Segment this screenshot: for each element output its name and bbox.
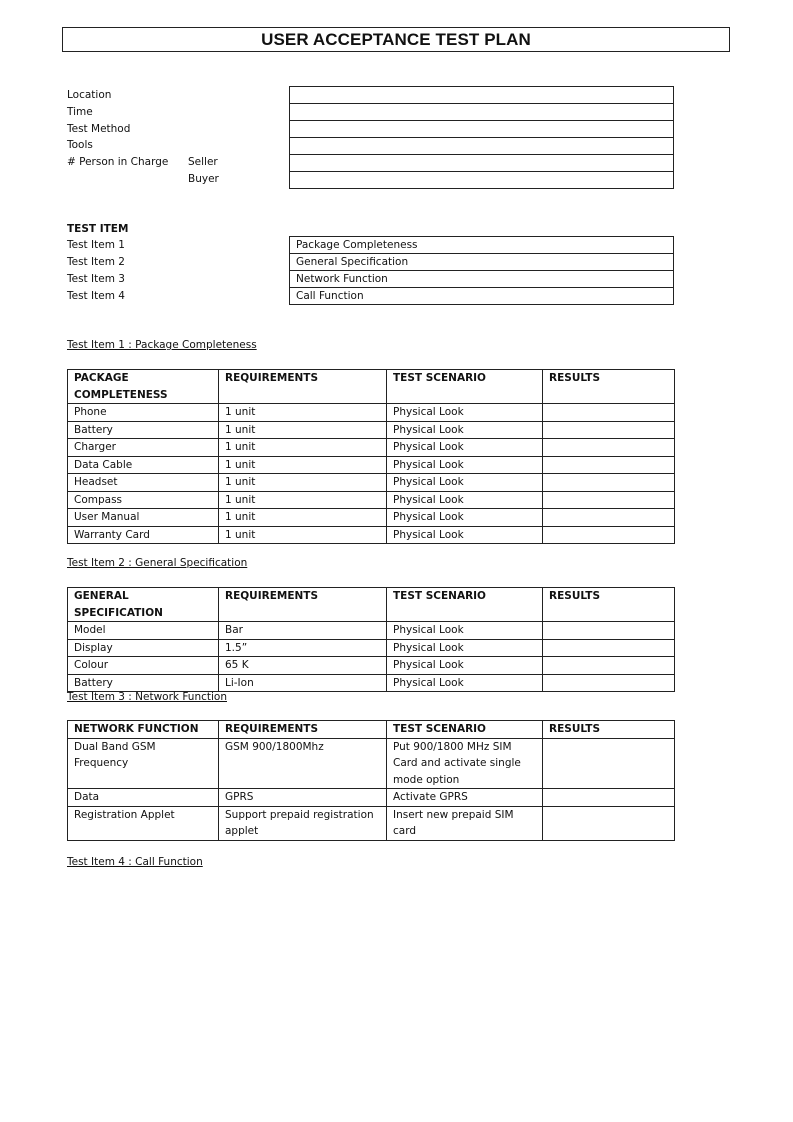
table-row: [68, 622, 675, 640]
buyer-field[interactable]: [289, 172, 674, 189]
column-header: REQUIREMENTS: [219, 721, 387, 739]
column-header: PACKAGE COMPLETENESS: [68, 370, 219, 404]
table-cell: Physical Look: [387, 509, 543, 527]
time-label: Time: [67, 106, 93, 118]
table-cell: Support prepaid registration applet: [219, 806, 387, 840]
table-cell: 1 unit: [219, 404, 387, 422]
table-row: [68, 657, 675, 675]
table-cell: Model: [68, 622, 219, 640]
table-cell: 1 unit: [219, 509, 387, 527]
page-title-box: [62, 27, 730, 52]
table-header-row: [68, 588, 675, 622]
table-cell: Warranty Card: [68, 526, 219, 544]
table-cell: GPRS: [219, 789, 387, 807]
person-in-charge-label: # Person in Charge: [67, 156, 169, 168]
result-cell[interactable]: [543, 806, 675, 840]
result-cell[interactable]: [543, 474, 675, 492]
result-cell[interactable]: [543, 404, 675, 422]
table-row: [68, 456, 675, 474]
result-cell[interactable]: [543, 674, 675, 692]
table-cell: Physical Look: [387, 474, 543, 492]
section4-heading: Test Item 4 : Call Function: [67, 856, 203, 868]
result-cell[interactable]: [543, 509, 675, 527]
table-cell: Dual Band GSM Frequency: [68, 738, 219, 789]
column-header: REQUIREMENTS: [219, 588, 387, 622]
test-item-heading: TEST ITEM: [67, 223, 129, 235]
test-item-3-label: Test Item 3: [67, 273, 125, 285]
table-cell: Battery: [68, 674, 219, 692]
seller-field[interactable]: [289, 155, 674, 172]
table-cell: Display: [68, 639, 219, 657]
table-cell: Charger: [68, 439, 219, 457]
result-cell[interactable]: [543, 491, 675, 509]
table-cell: Physical Look: [387, 657, 543, 675]
result-cell[interactable]: [543, 657, 675, 675]
table-row: [68, 439, 675, 457]
table-cell: Physical Look: [387, 622, 543, 640]
table-cell: Physical Look: [387, 526, 543, 544]
column-header: TEST SCENARIO: [387, 721, 543, 739]
network-function-table: [67, 720, 675, 841]
table-cell: User Manual: [68, 509, 219, 527]
result-cell[interactable]: [543, 639, 675, 657]
table-cell: Physical Look: [387, 456, 543, 474]
table-cell: GSM 900/1800Mhz: [219, 738, 387, 789]
table-cell: Activate GPRS: [387, 789, 543, 807]
table-cell: Physical Look: [387, 404, 543, 422]
time-field[interactable]: [289, 104, 674, 121]
tools-label: Tools: [67, 139, 93, 151]
location-label: Location: [67, 89, 112, 101]
table-cell: 1.5”: [219, 639, 387, 657]
result-cell[interactable]: [543, 738, 675, 789]
table-header-row: [68, 370, 675, 404]
table-cell: 1 unit: [219, 439, 387, 457]
test-item-4-label: Test Item 4: [67, 290, 125, 302]
result-cell[interactable]: [543, 622, 675, 640]
table-cell: Battery: [68, 421, 219, 439]
table-row: [68, 474, 675, 492]
column-header: GENERAL SPECIFICATION: [68, 588, 219, 622]
table-cell: Registration Applet: [68, 806, 219, 840]
result-cell[interactable]: [543, 421, 675, 439]
table-cell: Physical Look: [387, 439, 543, 457]
result-cell[interactable]: [543, 439, 675, 457]
seller-label: Seller: [188, 156, 218, 168]
page-title: USER ACCEPTANCE TEST PLAN: [261, 29, 531, 49]
table-row: [68, 738, 675, 789]
test-method-field[interactable]: [289, 121, 674, 138]
table-row: [68, 806, 675, 840]
column-header: RESULTS: [543, 588, 675, 622]
table-row: [68, 404, 675, 422]
package-completeness-table: [67, 369, 675, 544]
table-row: [68, 491, 675, 509]
table-cell: Put 900/1800 MHz SIM Card and activate single mode option: [387, 738, 543, 789]
section1-heading: Test Item 1 : Package Completeness: [67, 339, 257, 351]
table-cell: Physical Look: [387, 491, 543, 509]
result-cell[interactable]: [543, 789, 675, 807]
table-cell: Phone: [68, 404, 219, 422]
table-row: [68, 509, 675, 527]
table-header-row: [68, 721, 675, 739]
table-cell: Colour: [68, 657, 219, 675]
table-cell: 1 unit: [219, 474, 387, 492]
table-cell: Data: [68, 789, 219, 807]
general-specification-table: [67, 587, 675, 692]
result-cell[interactable]: [543, 526, 675, 544]
column-header: TEST SCENARIO: [387, 370, 543, 404]
table-cell: 1 unit: [219, 421, 387, 439]
section2-heading: Test Item 2 : General Specification: [67, 557, 248, 569]
column-header: REQUIREMENTS: [219, 370, 387, 404]
buyer-label: Buyer: [188, 173, 219, 185]
test-item-2-label: Test Item 2: [67, 256, 125, 268]
table-cell: 1 unit: [219, 456, 387, 474]
table-cell: Physical Look: [387, 674, 543, 692]
table-cell: Data Cable: [68, 456, 219, 474]
test-method-label: Test Method: [67, 123, 131, 135]
table-cell: Li-Ion: [219, 674, 387, 692]
test-item-2-value: General Specification: [289, 254, 674, 271]
column-header: RESULTS: [543, 721, 675, 739]
test-item-4-value: Call Function: [289, 288, 674, 305]
table-cell: Bar: [219, 622, 387, 640]
column-header: TEST SCENARIO: [387, 588, 543, 622]
result-cell[interactable]: [543, 456, 675, 474]
tools-field[interactable]: [289, 138, 674, 155]
table-cell: Physical Look: [387, 639, 543, 657]
table-row: [68, 421, 675, 439]
table-cell: 65 K: [219, 657, 387, 675]
table-row: [68, 789, 675, 807]
table-cell: 1 unit: [219, 491, 387, 509]
table-cell: 1 unit: [219, 526, 387, 544]
table-row: [68, 526, 675, 544]
column-header: RESULTS: [543, 370, 675, 404]
test-item-1-label: Test Item 1: [67, 239, 125, 251]
section3-heading: Test Item 3 : Network Function: [67, 691, 227, 703]
table-cell: Headset: [68, 474, 219, 492]
test-item-1-value: Package Completeness: [289, 236, 674, 254]
table-row: [68, 674, 675, 692]
column-header: NETWORK FUNCTION: [68, 721, 219, 739]
test-item-3-value: Network Function: [289, 271, 674, 288]
table-row: [68, 639, 675, 657]
table-cell: Insert new prepaid SIM card: [387, 806, 543, 840]
table-cell: Compass: [68, 491, 219, 509]
location-field[interactable]: [289, 86, 674, 104]
table-cell: Physical Look: [387, 421, 543, 439]
